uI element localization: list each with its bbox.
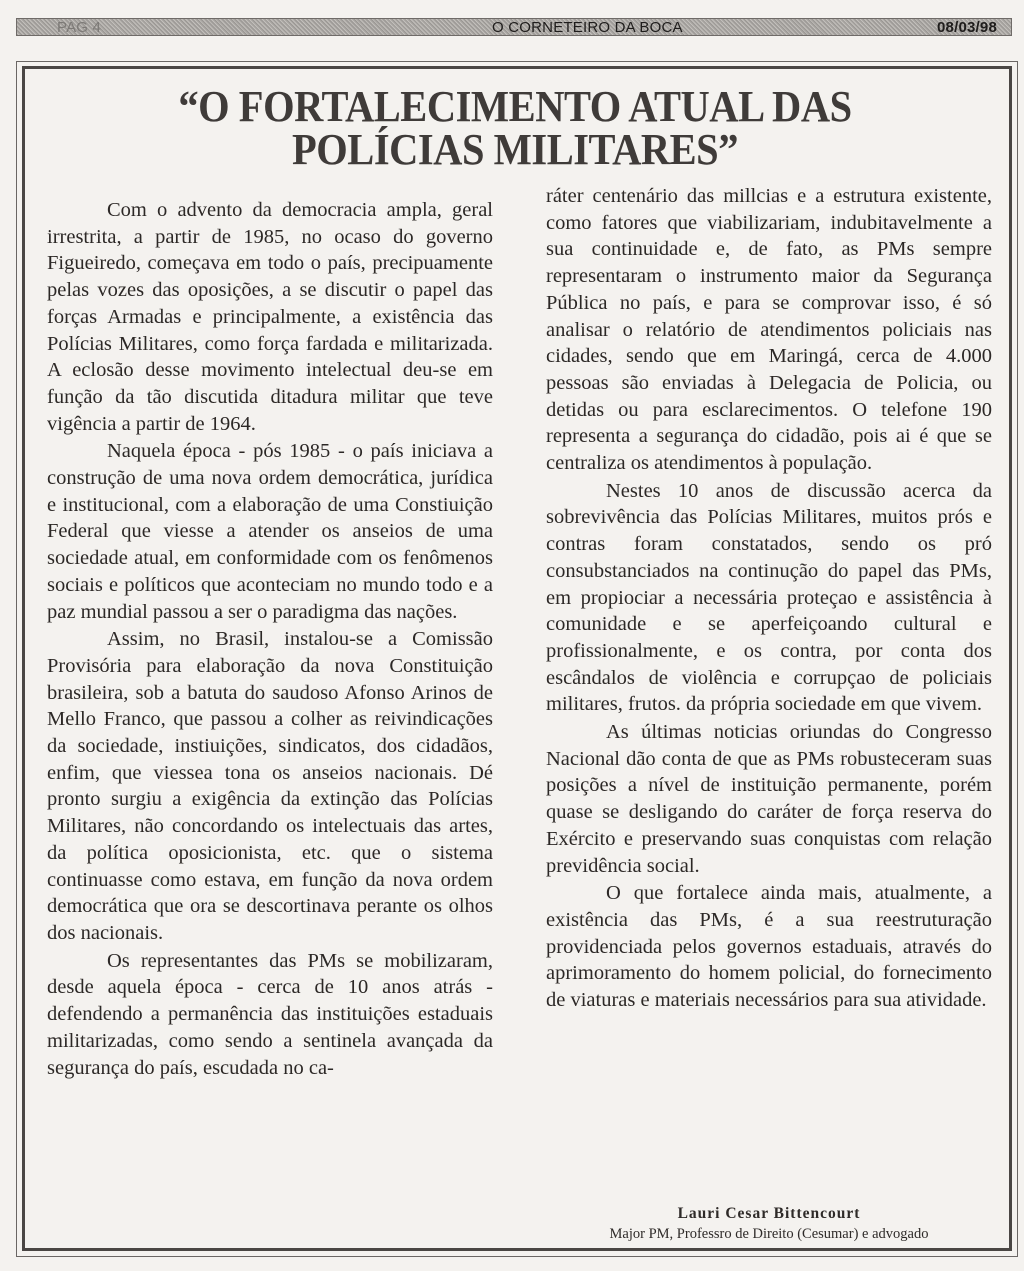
paragraph-continuation: ráter centenário das millcias e a estrutura existente, como fatores que viabilizariam, indubitavelmente a sua continuidade e, de fato, as PMs sempre representaram o instrumento maior da Segurança Pública no país, e para se comprovar isso, é só analisar o relatório de atendimentos policiais nas cidades, sendo que em Maringá, cerca de 4.000 pessoas são enviadas à Delegacia de Policia, ou detidas ou para esclarecimentos. O telefone 190 representa a segurança do cidadão, pois ai é que se centraliza os atendimentos à população. <box>546 185 992 475</box>
article-headline: “O FORTALECIMENTO ATUAL DAS POLÍCIAS MILITARES” <box>178 82 852 174</box>
publication-name: O CORNETEIRO DA BOCA <box>492 19 683 36</box>
paragraph: Assim, no Brasil, instalou-se a Comissão Provisória para elaboração da nova Constituição brasileira, sob a batuta do saudoso Afonso Arinos de Mello Franco, que passou a colher as reivindicações da sociedade, instiuições, sindicatos, dos cidadãos, enfim, que viessea tona os anseios nacionais. Dé pronto surgiu a exigência da extinção das Polícias Militares, não concordando os intelectuais das artes, da política oposicionista, etc. que o sistema continuasse como estava, em função da nova ordem democrática que ora se descortinava perante os olhos dos nacionais. <box>47 628 493 944</box>
author-name: Lauri Cesar Bittencourt <box>677 1205 861 1222</box>
author-role: Major PM, Professro de Direito (Cesumar) e advogado <box>609 1226 929 1242</box>
paragraph: As últimas noticias oriundas do Congresso Nacional dão conta de que as PMs robusteceram suas posições a nível de instituição permanente, porém quase se desligando do caráter de força reserva do Exército e preservando suas conquistas com relação previdência social. <box>546 721 992 877</box>
paragraph: Nestes 10 anos de discussão acerca da sobrevivência das Polícias Militares, muitos prós e contras foram constatados, sendo os pró consubstanciados na continução do papel das PMs, em propiociar a necessária proteçao e assistência à comunidade e se aperfeiçoando cultural e profissionalmente, e os contra, por conta dos escândalos de violência e corrupçao de policiais militares, frutos. da própria sociedade em que vivem. <box>546 479 992 716</box>
article-column-left <box>47 197 493 1081</box>
page-number: PAG 4 <box>57 19 102 36</box>
publication-date: 08/03/98 <box>937 19 997 36</box>
paragraph: Naquela época - pós 1985 - o país iniciava a construção de uma nova ordem democrática, jurídica e institucional, com a elaboração de uma Constiuição Federal que viesse a atender os anseios de uma sociedade atual, em conformidade com os fenômenos sociais e políticos que aconteciam no mundo todo e a paz mundial passou a ser o paradigma das nações. <box>47 440 493 623</box>
author-signature <box>546 1204 992 1244</box>
article-column-right <box>546 183 992 1014</box>
paragraph: Os representantes das PMs se mobilizaram, desde aquela época - cerca de 10 anos atrás - defendendo a permanência das instituições estaduais militarizadas, como sendo a sentinela avançada da segurança do país, escudada no ca- <box>47 949 493 1079</box>
page-header-bar <box>16 18 1012 36</box>
paragraph: O que fortalece ainda mais, atualmente, a existência das PMs, é a sua reestruturação providenciada pelos governos estaduais, através do aprimoramento do homem policial, do fornecimento de viaturas e materiais necessários para sua atividade. <box>546 882 992 1012</box>
paragraph: Com o advento da democracia ampla, geral irrestrita, a partir de 1985, no ocaso do governo Figueiredo, começava em todo o país, precipuamente pelas vozes das oposições, a se discutir o papel das forças Armadas e principalmente, a existência das Polícias Militares, como força fardada e militarizada. A eclosão desse movimento intelectual deu-se em função da tão discutida ditadura militar que teve vigência a partir de 1964. <box>47 199 493 435</box>
